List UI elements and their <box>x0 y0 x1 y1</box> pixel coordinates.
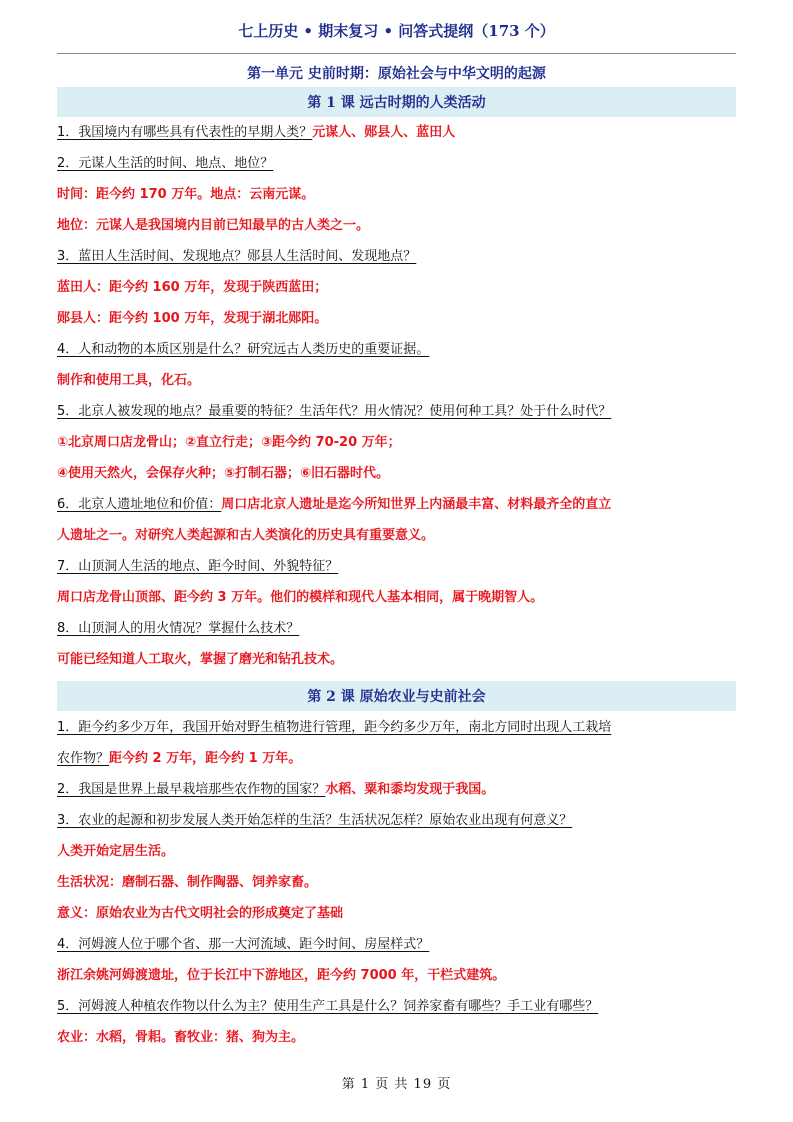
qa-line <box>57 582 736 613</box>
question-text: 3．农业的起源和初步发展人类开始怎样的生活？生活状况怎样？原始农业出现有何意义？ <box>57 813 573 828</box>
qa-line <box>57 272 736 303</box>
qa-line <box>57 427 736 458</box>
qa-line <box>57 117 736 148</box>
answer-text: 意义：原始农业为古代文明社会的形成奠定了基础 <box>57 906 344 921</box>
answer-text: 浙江余姚河姆渡遗址，位于长江中下游地区，距今约 7000 年，干栏式建筑。 <box>57 968 506 983</box>
qa-line <box>57 774 736 805</box>
answer-text: 蓝田人：距今约 160 万年，发现于陕西蓝田； <box>57 280 328 295</box>
qa-line <box>57 836 736 867</box>
qa-line <box>57 1022 736 1053</box>
qa-line <box>57 489 736 520</box>
answer-text: 距今约 2 万年，距今约 1 万年。 <box>109 751 302 766</box>
qa-line <box>57 334 736 365</box>
answer-text: ①北京周口店龙骨山；②直立行走；③距今约 70-20 万年； <box>57 435 401 450</box>
question-text: 8．山顶洞人的用火情况？掌握什么技术？ <box>57 621 300 636</box>
page-footer: 第 1 页 共 19 页 <box>341 1077 452 1092</box>
qa-line <box>57 520 736 551</box>
question-text: 农作物？ <box>57 751 110 766</box>
qa-line <box>57 867 736 898</box>
question-text: 7．山顶洞人生活的地点、距今时间、外貌特征？ <box>57 559 339 574</box>
question-text: 4．河姆渡人位于哪个省、那一大河流域、距今时间、房屋样式？ <box>57 937 430 952</box>
header-divider <box>57 53 736 54</box>
answer-text: 地位：元谋人是我国境内目前已知最早的古人类之一。 <box>57 218 370 233</box>
unit-title: 第一单元 史前时期：原始社会与中华文明的起源 <box>247 66 546 82</box>
answer-text: 制作和使用工具，化石。 <box>57 373 201 388</box>
qa-line <box>57 898 736 929</box>
answer-text: 人类开始定居生活。 <box>57 844 175 859</box>
document-header-title: 七上历史 • 期末复习 • 问答式提纲（173 个） <box>238 22 555 40</box>
answer-text: 郧县人：距今约 100 万年，发现于湖北郧阳。 <box>57 311 328 326</box>
qa-line <box>57 960 736 991</box>
lesson-1-content <box>57 117 736 675</box>
qa-line <box>57 148 736 179</box>
answer-text: 人遗址之一。对研究人类起源和古人类演化的历史具有重要意义。 <box>57 528 435 543</box>
qa-line <box>57 303 736 334</box>
answer-text: ④使用天然火，会保存火种；⑤打制石器；⑥旧石器时代。 <box>57 466 390 481</box>
question-text: 2．我国是世界上最早栽培那些农作物的国家？ <box>57 782 326 797</box>
qa-line <box>57 712 736 743</box>
answer-text: 生活状况：磨制石器、制作陶器、饲养家畜。 <box>57 875 318 890</box>
answer-text: 可能已经知道人工取火，掌握了磨光和钻孔技术。 <box>57 652 344 667</box>
lesson-1-title: 第 1 课 远古时期的人类活动 <box>307 95 486 111</box>
qa-line <box>57 458 736 489</box>
lesson-2-content <box>57 712 736 1053</box>
qa-line <box>57 179 736 210</box>
lesson-2-title: 第 2 课 原始农业与史前社会 <box>307 689 486 705</box>
answer-text: 时间：距今约 170 万年。地点：云南元谋。 <box>57 187 315 202</box>
answer-text: 周口店龙骨山顶部、距今约 3 万年。他们的模样和现代人基本相同，属于晚期智人。 <box>57 590 544 605</box>
question-text: 1．距今约多少万年，我国开始对野生植物进行管理，距今约多少万年，南北方同时出现人工栽培 <box>57 720 612 735</box>
question-text: 3．蓝田人生活时间、发现地点？郧县人生活时间、发现地点？ <box>57 249 417 264</box>
qa-line <box>57 644 736 675</box>
question-text: 5．北京人被发现的地点？最重要的特征？生活年代？用火情况？使用何种工具？处于什么时代？ <box>57 404 612 419</box>
qa-line <box>57 551 736 582</box>
lesson-2-title-band <box>57 681 736 711</box>
answer-text: 农业：水稻，骨耜。畜牧业：猪、狗为主。 <box>57 1030 305 1045</box>
answer-text: 周口店北京人遗址是迄今所知世界上内涵最丰富、材料最齐全的直立 <box>221 497 612 512</box>
qa-line <box>57 929 736 960</box>
qa-line <box>57 396 736 427</box>
qa-line <box>57 241 736 272</box>
qa-line <box>57 805 736 836</box>
question-text: 5．河姆渡人种植农作物以什么为主？使用生产工具是什么？饲养家畜有哪些？手工业有哪些？ <box>57 999 599 1014</box>
question-text: 1．我国境内有哪些具有代表性的早期人类？ <box>57 125 313 140</box>
qa-line <box>57 365 736 396</box>
qa-line <box>57 613 736 644</box>
qa-line <box>57 991 736 1022</box>
lesson-1-title-band <box>57 87 736 117</box>
qa-line <box>57 210 736 241</box>
question-text: 4．人和动物的本质区别是什么？研究远古人类历史的重要证据。 <box>57 342 430 357</box>
qa-line <box>57 743 736 774</box>
answer-text: 元谋人、郧县人、蓝田人 <box>312 125 456 140</box>
question-text: 6．北京人遗址地位和价值： <box>57 497 222 512</box>
question-text: 2．元谋人生活的时间、地点、地位？ <box>57 156 274 171</box>
answer-text: 水稻、粟和黍均发现于我国。 <box>325 782 495 797</box>
